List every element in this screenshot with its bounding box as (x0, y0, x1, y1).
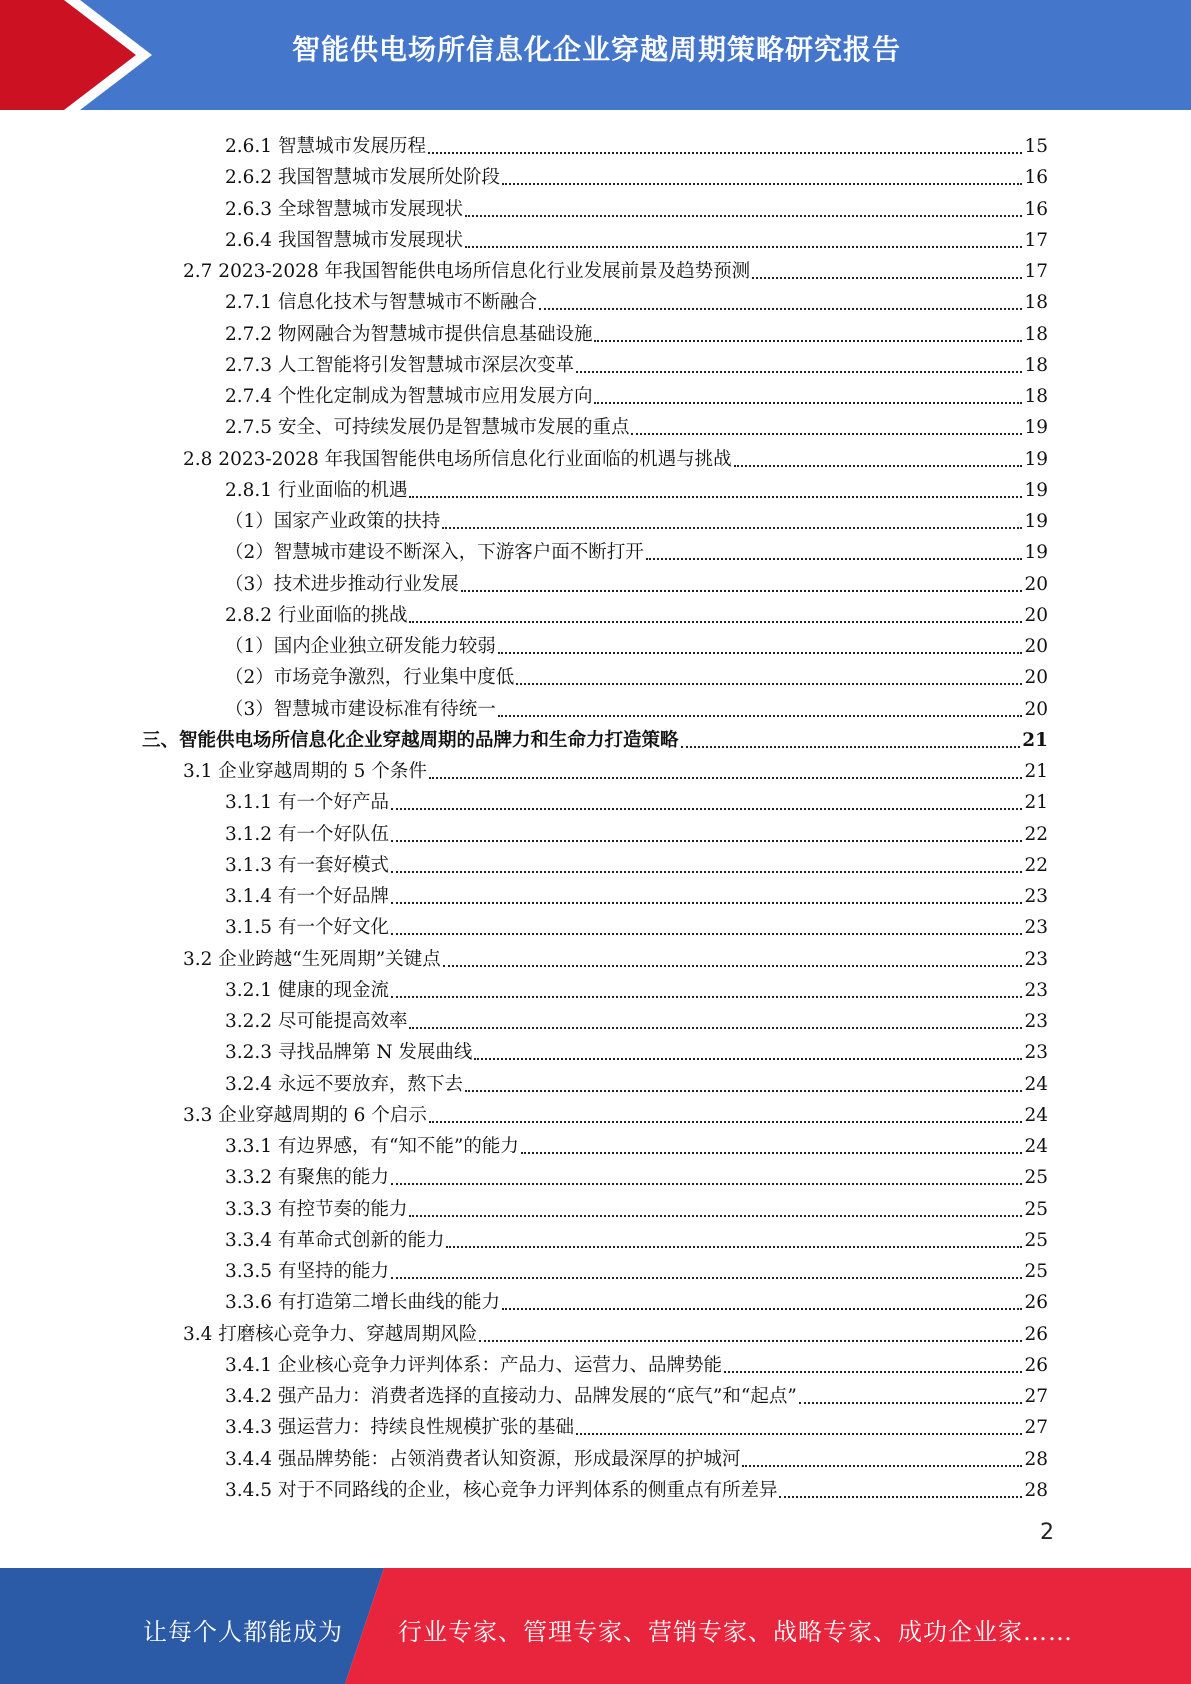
toc-dot-leader (465, 1089, 1022, 1092)
toc-entry-page: 23 (1024, 948, 1048, 970)
toc-dot-leader (502, 1307, 1022, 1310)
page-header (0, 0, 1191, 110)
toc-dot-leader (724, 1370, 1022, 1373)
toc-entry-page: 28 (1024, 1448, 1048, 1470)
toc-entry[interactable] (225, 784, 1048, 815)
toc-dot-leader (465, 245, 1022, 248)
toc-dot-leader (594, 339, 1022, 342)
toc-entry[interactable] (183, 1316, 1048, 1347)
toc-entry[interactable] (225, 472, 1048, 503)
toc-dot-leader (502, 182, 1022, 185)
toc-dot-leader (409, 620, 1022, 623)
toc-entry-label: 3.3.6 有打造第二增长曲线的能力 (225, 1292, 500, 1314)
toc-entry-label: 3.3.4 有革命式创新的能力 (225, 1229, 445, 1251)
toc-dot-leader (498, 714, 1023, 717)
toc-dot-leader (428, 151, 1022, 154)
toc-entry-page: 27 (1024, 1386, 1048, 1407)
toc-entry-label: （2）智慧城市建设不断深入，下游客户面不断打开 (225, 542, 644, 564)
toc-entry-label: 3.1.3 有一套好模式 (225, 854, 389, 876)
toc-entry[interactable] (225, 191, 1048, 222)
toc-entry-label: （1）国内企业独立研发能力较弱 (225, 636, 496, 657)
toc-entry-page: 23 (1024, 979, 1048, 1001)
toc-entry[interactable] (225, 128, 1048, 159)
toc-dot-leader (498, 651, 1023, 654)
toc-entry-page: 25 (1024, 1229, 1048, 1251)
toc-entry[interactable] (225, 847, 1048, 878)
toc-entry-page: 26 (1024, 1354, 1048, 1376)
footer-slogan-right: 行业专家、管理专家、营销专家、战略专家、成功企业家…… (398, 1618, 1073, 1646)
toc-entry-label: 2.6.4 我国智慧城市发展现状 (225, 229, 463, 251)
toc-entry-label: 3.2.1 健康的现金流 (225, 979, 389, 1001)
toc-entry-page: 16 (1024, 198, 1048, 220)
toc-entry-page: 20 (1024, 573, 1048, 595)
toc-entry[interactable] (225, 1472, 1048, 1503)
toc-entry[interactable] (183, 941, 1048, 972)
toc-entry-label: 3.4 打磨核心竞争力、穿越周期风险 (183, 1323, 478, 1345)
toc-dot-leader (391, 807, 1022, 810)
toc-entry[interactable] (225, 1409, 1048, 1440)
toc-dot-leader (681, 745, 1021, 748)
toc-entry-page: 22 (1024, 823, 1048, 845)
page-footer (0, 1568, 1191, 1684)
toc-entry-page: 21 (1022, 729, 1048, 751)
toc-dot-leader (576, 370, 1022, 373)
toc-entry[interactable] (225, 1347, 1048, 1378)
toc-entry-page: 20 (1024, 698, 1048, 720)
toc-entry-page: 24 (1024, 1104, 1048, 1126)
toc-entry[interactable] (225, 1253, 1048, 1284)
toc-entry-label: 2.8 2023-2028 年我国智能供电场所信息化行业面临的机遇与挑战 (183, 448, 732, 470)
toc-entry-label: 3.4.1 企业核心竞争力评判体系：产品力、运营力、品牌势能 (225, 1354, 722, 1376)
toc-dot-leader (465, 214, 1022, 217)
toc-dot-leader (752, 276, 1022, 279)
toc-dot-leader (391, 995, 1022, 998)
toc-entry[interactable] (183, 253, 1048, 284)
toc-entry-label: （3）智慧城市建设标准有待统一 (225, 698, 496, 720)
toc-entry[interactable] (225, 1441, 1048, 1472)
toc-entry-page: 28 (1024, 1479, 1048, 1501)
toc-dot-leader (594, 401, 1022, 404)
toc-entry[interactable] (225, 1128, 1048, 1159)
toc-entry[interactable] (225, 878, 1048, 909)
page-number: 2 (1040, 1520, 1054, 1545)
toc-entry-page: 26 (1024, 1292, 1048, 1314)
toc-entry-label: 2.7.3 人工智能将引发智慧城市深层次变革 (225, 354, 574, 376)
toc-dot-leader (442, 526, 1022, 529)
toc-entry[interactable] (142, 722, 1048, 753)
toc-entry-page: 24 (1024, 1073, 1048, 1095)
toc-dot-leader (409, 495, 1022, 498)
toc-entry[interactable] (225, 1159, 1048, 1190)
toc-entry-page: 15 (1024, 136, 1048, 157)
toc-entry-label: 2.6.2 我国智慧城市发展所处阶段 (225, 167, 500, 189)
toc-dot-leader (391, 839, 1022, 842)
toc-dot-leader (391, 1182, 1022, 1185)
toc-entry[interactable] (225, 222, 1048, 253)
toc-entry-label: 2.7.5 安全、可持续发展仍是智慧城市发展的重点 (225, 417, 630, 439)
toc-dot-leader (521, 1151, 1023, 1154)
toc-entry-page: 23 (1024, 1011, 1048, 1032)
toc-entry-page: 19 (1024, 448, 1048, 470)
toc-entry-label: 3.1.5 有一个好文化 (225, 917, 389, 939)
toc-entry[interactable] (225, 1034, 1048, 1065)
toc-dot-leader (429, 1120, 1023, 1123)
toc-entry[interactable] (225, 816, 1048, 847)
toc-entry-label: （2）市场竞争激烈，行业集中度低 (225, 667, 515, 689)
toc-entry-page: 18 (1024, 354, 1048, 376)
toc-entry-label: 2.7 2023-2028 年我国智能供电场所信息化行业发展前景及趋势预测 (183, 261, 751, 282)
toc-entry-label: 3.3.1 有边界感，有“知不能”的能力 (225, 1136, 519, 1157)
toc-entry[interactable] (225, 1003, 1048, 1034)
toc-entry-label: 3.2.4 永远不要放弃，熬下去 (225, 1073, 463, 1095)
toc-dot-leader (799, 1401, 1023, 1404)
toc-entry-label: 3.1.4 有一个好品牌 (225, 886, 389, 907)
toc-entry-label: 3.4.5 对于不同路线的企业，核心竞争力评判体系的侧重点有所差异 (225, 1479, 778, 1501)
toc-entry-page: 18 (1024, 323, 1048, 345)
toc-entry-page: 22 (1024, 854, 1048, 876)
toc-entry[interactable] (225, 1222, 1048, 1253)
toc-entry[interactable] (225, 566, 1048, 597)
toc-dot-leader (576, 1432, 1022, 1435)
toc-entry[interactable] (225, 909, 1048, 940)
toc-entry[interactable] (225, 691, 1048, 722)
toc-entry[interactable] (225, 1378, 1048, 1409)
toc-entry[interactable] (225, 597, 1048, 628)
toc-dot-leader (631, 432, 1022, 435)
toc-entry-page: 19 (1024, 542, 1048, 564)
toc-entry-page: 25 (1024, 1167, 1048, 1189)
toc-entry-page: 17 (1024, 229, 1048, 251)
toc-entry-label: 3.3.5 有坚持的能力 (225, 1261, 389, 1282)
toc-entry-label: 2.7.1 信息化技术与智慧城市不断融合 (225, 292, 537, 314)
toc-entry-page: 18 (1024, 292, 1048, 314)
toc-entry-label: 3.2.3 寻找品牌第 N 发展曲线 (225, 1042, 473, 1064)
toc-entry-label: 2.7.2 物网融合为智慧城市提供信息基础设施 (225, 323, 593, 345)
toc-entry[interactable] (225, 409, 1048, 440)
toc-entry[interactable] (225, 378, 1048, 409)
toc-entry[interactable] (183, 753, 1048, 784)
toc-entry-page: 27 (1024, 1417, 1048, 1439)
toc-entry[interactable] (183, 1097, 1048, 1128)
toc-entry[interactable] (225, 159, 1048, 190)
toc-entry-label: 3.1 企业穿越周期的 5 个条件 (183, 761, 427, 782)
toc-dot-leader (516, 682, 1022, 685)
toc-entry-page: 18 (1024, 386, 1048, 407)
toc-entry-label: 3.2.2 尽可能提高效率 (225, 1011, 408, 1032)
toc-dot-leader (391, 901, 1022, 904)
toc-entry-label: 3.4.2 强产品力：消费者选择的直接动力、品牌发展的“底气”和“起点” (225, 1386, 797, 1407)
toc-entry-page: 24 (1024, 1136, 1048, 1157)
toc-entry-label: 2.6.1 智慧城市发展历程 (225, 136, 426, 157)
toc-entry-page: 16 (1024, 167, 1048, 189)
toc-entry-label: 3.1.2 有一个好队伍 (225, 823, 389, 845)
toc-entry-page: 23 (1024, 917, 1048, 939)
toc-entry-label: 3.3.3 有控节奏的能力 (225, 1198, 408, 1220)
toc-entry-label: 2.6.3 全球智慧城市发展现状 (225, 198, 463, 220)
toc-entry[interactable] (225, 1284, 1048, 1315)
toc-entry-label: （1）国家产业政策的扶持 (225, 511, 441, 532)
toc-entry-page: 20 (1024, 636, 1048, 657)
toc-entry-page: 17 (1024, 261, 1048, 282)
toc-entry-label: 3.4.3 强运营力：持续良性规模扩张的基础 (225, 1417, 574, 1439)
toc-entry-page: 19 (1024, 511, 1048, 532)
toc-entry-label: （3）技术进步推动行业发展 (225, 573, 459, 595)
toc-entry[interactable] (225, 659, 1048, 690)
toc-entry[interactable] (225, 347, 1048, 378)
toc-dot-leader (539, 307, 1022, 310)
toc-dot-leader (391, 1276, 1022, 1279)
toc-entry-label: 3.2 企业跨越“生死周期”关键点 (183, 948, 441, 970)
toc-entry-label: 3.3.2 有聚焦的能力 (225, 1167, 389, 1189)
footer-slogan-left: 让每个人都能成为 (143, 1618, 343, 1646)
toc-entry[interactable] (225, 628, 1048, 659)
toc-dot-leader (446, 1245, 1022, 1248)
toc-entry-label: 2.8.2 行业面临的挑战 (225, 604, 408, 626)
toc-entry-label: 3.3 企业穿越周期的 6 个启示 (183, 1104, 427, 1126)
toc-entry[interactable] (225, 534, 1048, 565)
toc-dot-leader (646, 557, 1023, 560)
toc-dot-leader (391, 870, 1022, 873)
toc-dot-leader (474, 1057, 1022, 1060)
toc-entry-page: 19 (1024, 417, 1048, 439)
toc-entry-label: 2.7.4 个性化定制成为智慧城市应用发展方向 (225, 386, 593, 407)
toc-entry-page: 19 (1024, 479, 1048, 501)
toc-entry-label: 2.8.1 行业面临的机遇 (225, 479, 408, 501)
document-title: 智能供电场所信息化企业穿越周期策略研究报告 (292, 33, 902, 66)
toc-entry[interactable] (225, 503, 1048, 534)
toc-entry-page: 23 (1024, 886, 1048, 907)
toc-entry-page: 26 (1024, 1323, 1048, 1345)
toc-entry[interactable] (225, 972, 1048, 1003)
toc-entry-label: 3.4.4 强品牌势能：占领消费者认知资源，形成最深厚的护城河 (225, 1448, 741, 1470)
toc-entry[interactable] (225, 316, 1048, 347)
toc-dot-leader (443, 964, 1023, 967)
toc-dot-leader (779, 1495, 1022, 1498)
toc-entry-page: 21 (1024, 761, 1048, 782)
toc-dot-leader (409, 1026, 1022, 1029)
toc-entry-page: 20 (1024, 667, 1048, 689)
toc-dot-leader (429, 776, 1023, 779)
toc-entry[interactable] (225, 1191, 1048, 1222)
toc-entry-label: 三、智能供电场所信息化企业穿越周期的品牌力和生命力打造策略 (142, 729, 679, 751)
toc-entry-page: 21 (1024, 792, 1048, 814)
toc-dot-leader (479, 1339, 1022, 1342)
toc-dot-leader (461, 589, 1023, 592)
toc-entry-label: 3.1.1 有一个好产品 (225, 792, 389, 814)
toc-entry[interactable] (183, 441, 1048, 472)
toc-dot-leader (742, 1464, 1022, 1467)
toc-dot-leader (734, 464, 1023, 467)
toc-entry[interactable] (225, 1066, 1048, 1097)
toc-dot-leader (409, 1214, 1022, 1217)
toc-entry-page: 20 (1024, 604, 1048, 626)
toc-entry[interactable] (225, 284, 1048, 315)
toc-entry-page: 25 (1024, 1261, 1048, 1282)
toc-dot-leader (391, 932, 1022, 935)
toc-entry-page: 25 (1024, 1198, 1048, 1220)
toc-entry-page: 23 (1024, 1042, 1048, 1064)
